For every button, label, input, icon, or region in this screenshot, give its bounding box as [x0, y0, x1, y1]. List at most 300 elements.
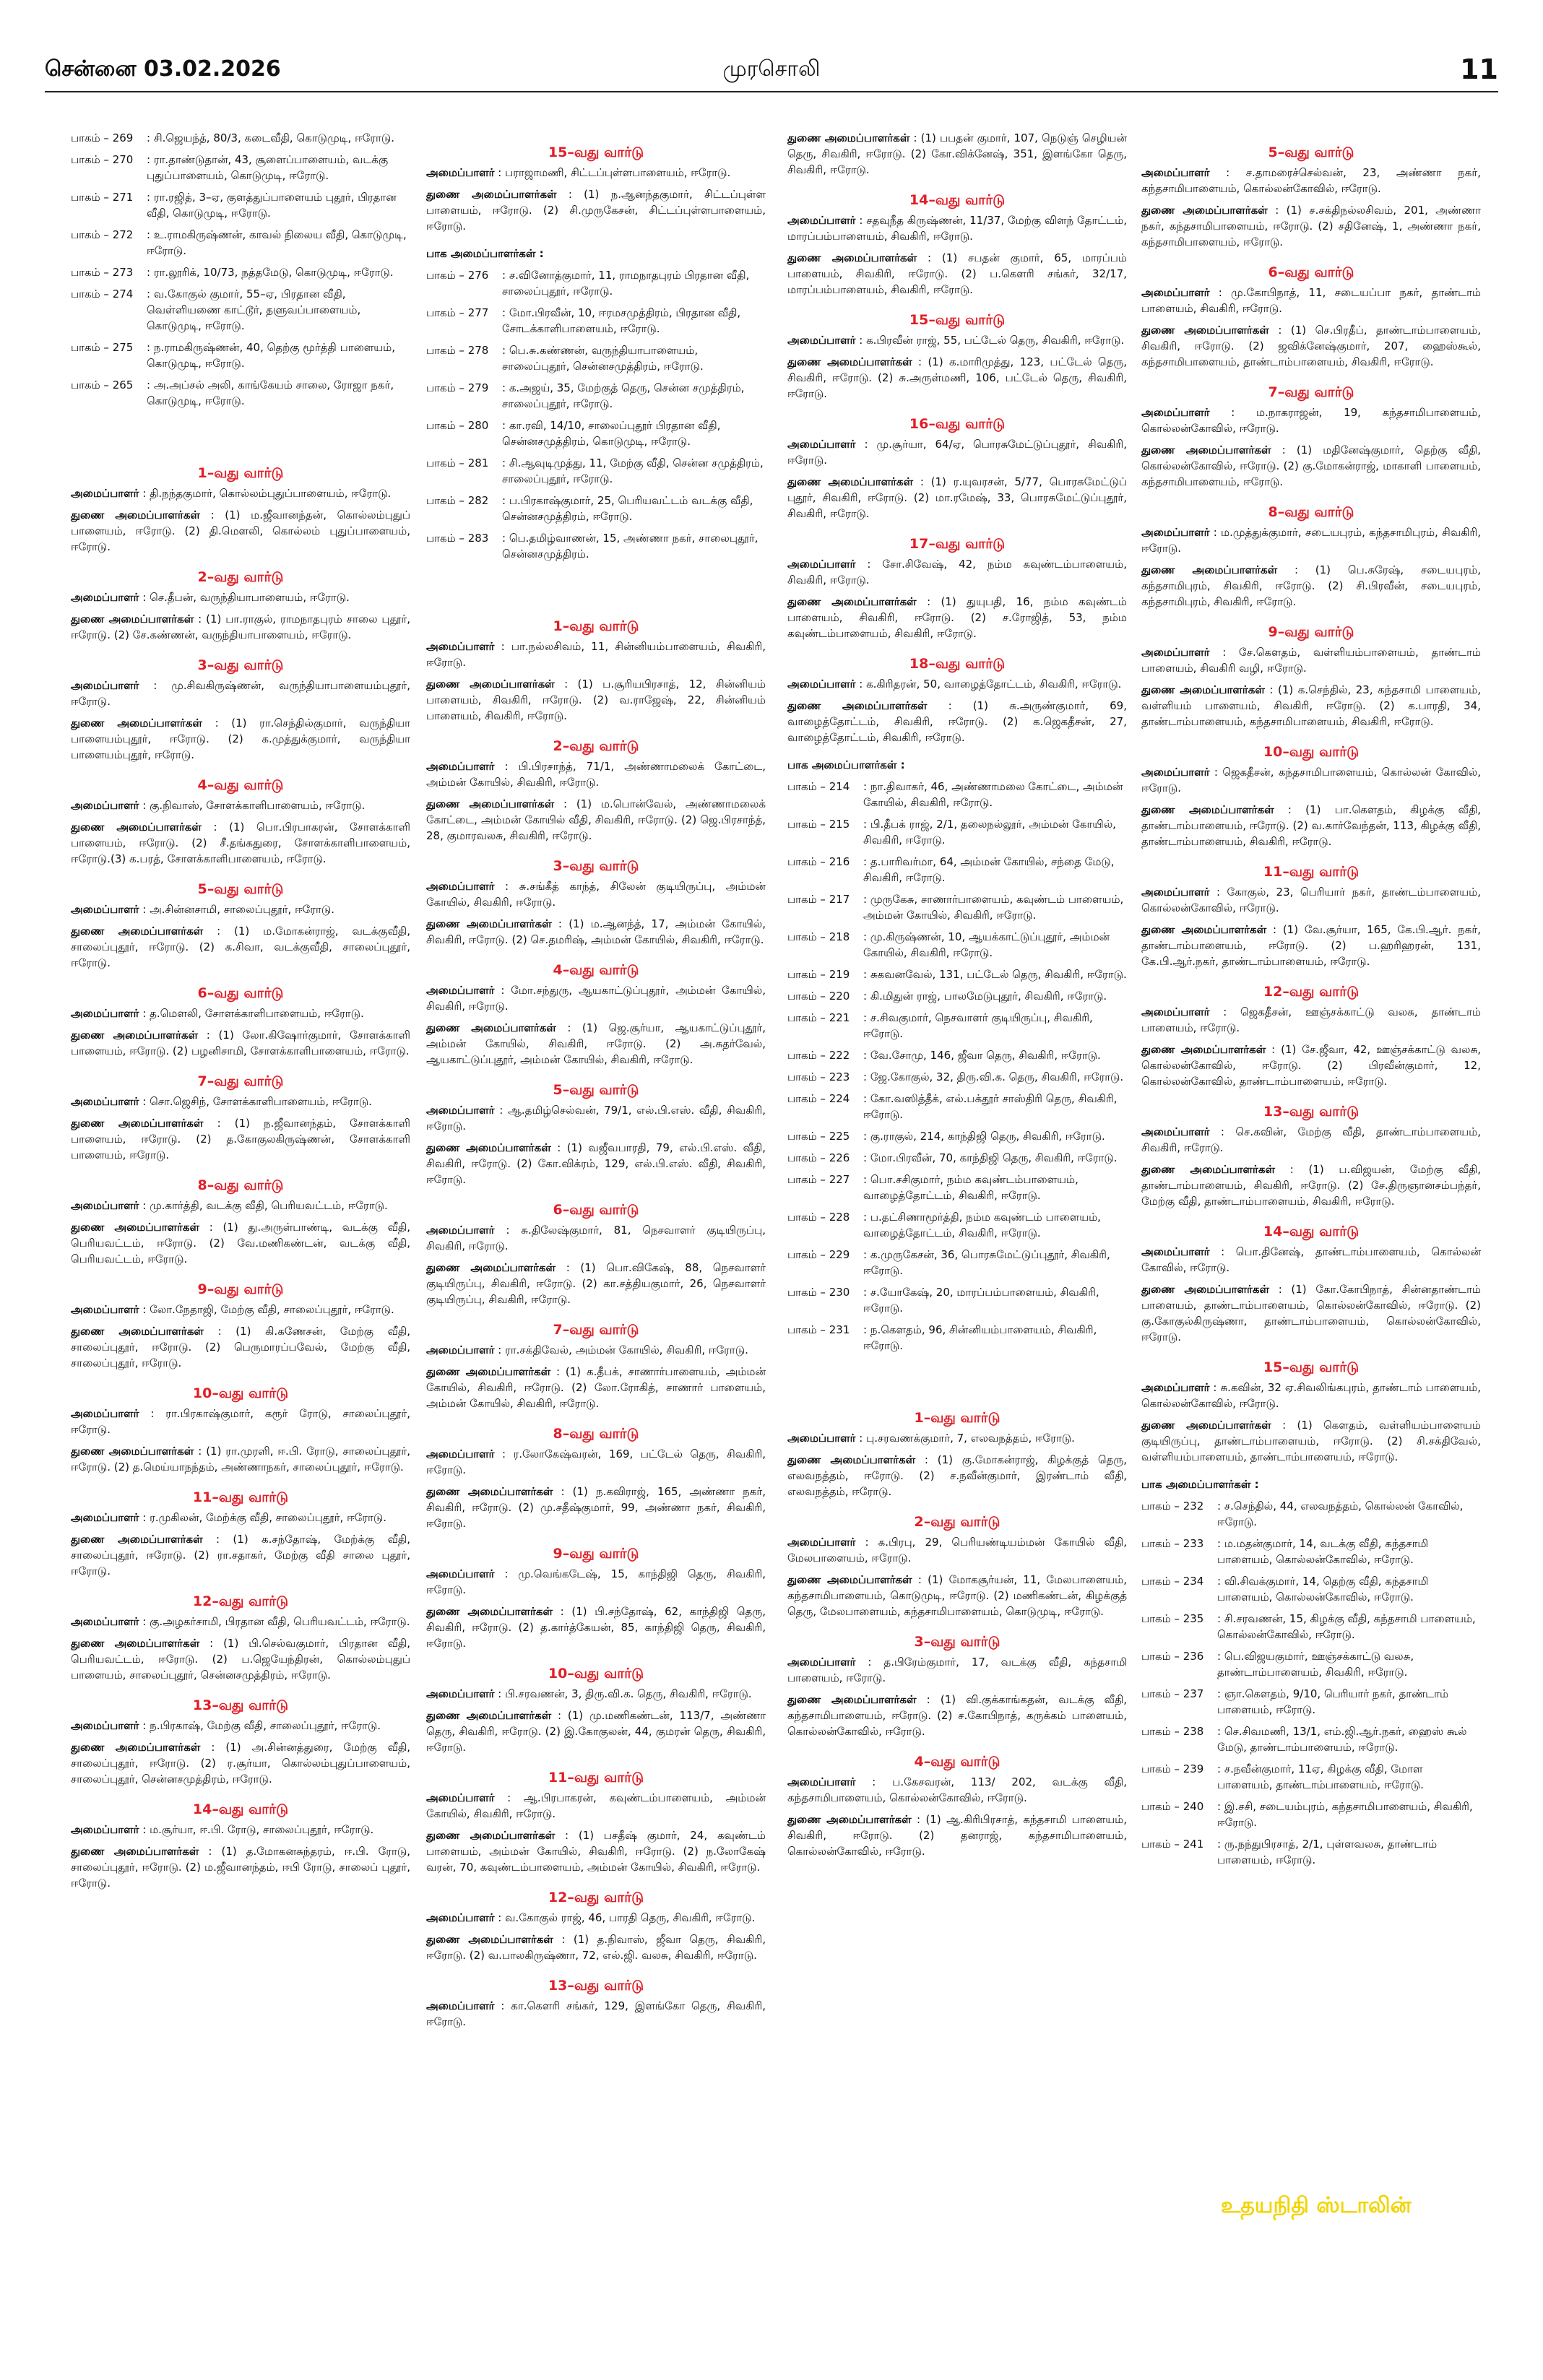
role-details: : (1) து.அருள்பாண்டி, வடக்கு வீதி, பெரியவட்டம், ஈரோடு. (2) வே.மணிகண்டன், வடக்கு வீதி, பெரியவட்டம், ஈரோடு. [71, 1221, 410, 1265]
role-details: : மு.கோபிநாத், 11, சடையப்பா நகர், தாண்டாம் பாளையம், சிவகிரி, ஈரோடு. [1141, 286, 1481, 315]
role-details: : த.மௌலி, சோளக்காளிபாளையம், ஈரோடு. [142, 1007, 364, 1020]
role-entry [71, 797, 410, 813]
role-details: : சோ.சிவேஷ், 42, நம்ம கவுண்டம்பாளையம், சிவகிரி, ஈரோடு. [787, 558, 1127, 587]
booth-number: பாகம் – 232 [1141, 1500, 1204, 1513]
role-details: : செ.தீபன், வருந்தியாபாளையம், ஈரோடு. [142, 591, 350, 604]
role-entry [1141, 884, 1481, 916]
booth-number: பாகம் – 229 [787, 1248, 850, 1261]
role-details: : (1) சபதன் குமார், 65, மாரப்பம் பாளையம், சிவகிரி, ஈரோடு. (2) ப.கௌரி சங்கர், 32/17, மாரப்பம்பாளையம், சிவகிரி, ஈரோடு. [787, 251, 1127, 296]
role-entry [71, 1635, 410, 1683]
booth-entry [71, 339, 410, 371]
role-details: : ம.முத்துக்குமார், சடையபுரம், கந்தசாமிபுரம், சிவகிரி, ஈரோடு. [1141, 526, 1481, 555]
booth-number: பாகம் – 230 [787, 1286, 850, 1299]
role-details: : சொ.ஜெசிந், சோளக்காளிபாளையம், ஈரோடு. [142, 1095, 372, 1108]
role-entry [1141, 922, 1481, 969]
role-details: : ர.லோகேஷ்வரன், 169, பட்டேல் தெரு, சிவகிரி, ஈரோடு. [426, 1448, 766, 1476]
role-label: அமைப்பாளர் [426, 1791, 495, 1804]
booth-number: பாகம் – 223 [787, 1070, 850, 1083]
role-label: துணை அமைப்பாளர்கள் [71, 717, 202, 730]
booth-organiser: : ப.தட்சிணாமூர்த்தி, நம்ம கவுண்டம் பாளையம், வாழைத்தோட்டம், சிவகிரி, ஈரோடு. [863, 1211, 1101, 1239]
role-entry [71, 901, 410, 917]
ward-heading: 12–வது வார்டு [192, 1593, 289, 1609]
role-details: : ரா.சக்திவேல், அம்மன் கோயில், சிவகிரி, ஈரோடு. [498, 1343, 748, 1356]
column-1 [71, 130, 410, 2333]
role-details: : ஆ.பிரபாகரன், கவுண்டம்பாளையம், அம்மன் கோயில், சிவகிரி, ஈரோடு. [426, 1791, 766, 1820]
role-entry [426, 676, 766, 724]
booth-number: பாகம் – 282 [426, 494, 489, 507]
booth-organiser: : செ.சிவமணி, 13/1, எம்.ஜி.ஆர்.நகர், ஹைஸ் கூல் மேடு, தாண்டாம்பாளையம், ஈரோடு. [1217, 1725, 1467, 1754]
role-entry [71, 923, 410, 971]
role-entry [426, 1790, 766, 1822]
role-entry [787, 354, 1127, 402]
ward-heading: 8–வது வார்டு [1268, 504, 1354, 520]
role-label: அமைப்பாளர் [787, 1536, 856, 1549]
booth-number: பாகம் – 278 [426, 344, 489, 357]
role-entry [426, 1931, 766, 1963]
role-entry [787, 1774, 1127, 1806]
role-label: துணை அமைப்பாளர்கள் [1141, 443, 1271, 456]
ward-heading: 9–வது வார்டு [553, 1546, 639, 1562]
role-label: துணை அமைப்பாளர்கள் [1141, 1043, 1266, 1056]
ward-heading: 13–வது வார்டு [548, 1978, 644, 1994]
role-details: : மு.சிவகிருஷ்ணன், வருந்தியாபாளையம்புதூர், ஈரோடு. [71, 679, 410, 708]
booth-entry [1141, 1836, 1481, 1868]
booth-organiser: : த.பாரிவர்மா, 64, அம்மன் கோயில், சந்தை மேடு, சிவகிரி, ஈரோடு. [863, 855, 1115, 884]
booth-organiser: : ந.ராமகிருஷ்ணன், 40, தெற்கு மூர்த்தி பாளையம், கொடுமுடி, ஈரோடு. [147, 341, 396, 370]
role-details: : (1) பசதீஷ் குமார், 24, கவுண்டம் பாளையம், அம்மன் கோயில், சிவகிரி, ஈரோடு. (2) ந.லோகேஷ் வரன், 70, கவுண்டம்பாளையம், அம்மன் கோயில், சிவகிரி, ஈரோடு. [426, 1829, 766, 1874]
role-entry [426, 1484, 766, 1531]
role-entry [71, 1406, 410, 1437]
booth-organiser: : ஜே.கோகுல், 32, திரு.வி.க. தெரு, சிவகிரி, ஈரோடு. [863, 1070, 1124, 1083]
booth-entry [787, 1209, 1127, 1241]
role-details: : (1) செ.பிரதீப், தாண்டாம்பாளையம், சிவகிரி, ஈரோடு. (2) ஜவிக்னேஷ்குமார், 207, ஹைஸ்கூல், கந்தசாமிபாளையம், தாண்டாம்பாளையம், சிவகிரி, ஈரோடு. [1141, 324, 1481, 368]
role-label: துணை அமைப்பாளர்கள் [1141, 683, 1265, 696]
role-details: : (1) கோ.கோபிநாத், சின்னதாண்டாம் பாளையம், தாண்டாம்பாளையம், கொல்லன்கோவில், ஈரோடு. (2) கு.கோகுல்கிருஷ்ணா, தாண்டாம்பாளையம், கொல்லன்கோவில், ஈரோடு. [1141, 1283, 1481, 1343]
role-label: அமைப்பாளர் [787, 214, 856, 227]
role-details: : (1) பி.செல்வகுமார், பிரதான வீதி, பெரியவட்டம், ஈரோடு. (2) ப.ஜெயேந்திரன், கொல்லம்புதுப் பாளையம், சாலைப்புதூர், சென்னசமுத்திரம், ஈரோடு. [71, 1637, 410, 1682]
booth-number: பாகம் – 220 [787, 990, 850, 1003]
role-entry [426, 1342, 766, 1358]
role-details: : பராஜாமணி, சிட்டப்புள்ளபாளையம், ஈரோடு. [498, 166, 731, 179]
role-label: அமைப்பாளர் [71, 1303, 139, 1316]
role-label: துணை அமைப்பாளர்கள் [426, 188, 557, 201]
role-details: : (1) மதினேஷ்குமார், தெற்கு வீதி, கொல்லன்கோவில், ஈரோடு. (2) கு.மோகன்ராஜ், மாகாளி பாளையம், கந்தசாமிபாளையம், ஈரோடு. [1141, 443, 1481, 488]
booth-entry [71, 227, 410, 259]
role-entry [787, 556, 1127, 588]
role-label: துணை அமைப்பாளர்கள் [71, 1741, 201, 1754]
role-details: : (1) பொ.விகேஷ், 88, நெசவாளர் குடியிருப்பு, சிவகிரி, ஈரோடு. (2) கா.சத்தியகுமார், 26, நெசவாளர் குடியிருப்பு, சிவகிரி, ஈரோடு. [426, 1261, 766, 1306]
ward-heading: 15–வது வார்டு [548, 144, 644, 160]
booth-number: பாகம் – 215 [787, 818, 850, 831]
role-entry [71, 1115, 410, 1163]
role-label: அமைப்பாளர் [71, 1007, 139, 1020]
ward-heading: 4–வது வார்டு [553, 962, 639, 978]
role-details: : (1) க.செந்தில், 23, கந்தசாமி பாளையம், வள்ளியம் பாளையம், சிவகிரி, ஈரோடு. (2) க.பாரதி, 34, தாண்டாம்பாளையம், கந்தசாமிபாளையம், சிவகிரி, ஈரோடு. [1141, 683, 1481, 728]
edition-date: சென்னை 03.02.2026 [45, 56, 281, 82]
role-label: அமைப்பாளர் [1141, 1381, 1210, 1394]
section-heading: பாக அமைப்பாளர்கள் : [1141, 1478, 1259, 1491]
role-entry [71, 1323, 410, 1371]
role-details: : ந.பிரகாஷ், மேற்கு வீதி, சாலைப்புதூர், ஈரோடு. [142, 1719, 381, 1732]
booth-organiser: : ச.சிவகுமார், நெசவாளர் குடியிருப்பு, சிவகிரி, ஈரோடு. [863, 1011, 1093, 1040]
role-details: : பி.சரவணன், 3, திரு.வி.க. தெரு, சிவகிரி, ஈரோடு. [498, 1687, 752, 1700]
booth-entry [71, 189, 410, 221]
spacer [787, 1359, 1127, 1395]
role-label: துணை அமைப்பாளர்கள் [1141, 324, 1269, 337]
role-label: அமைப்பாளர் [1141, 766, 1210, 779]
ward-heading: 14–வது வார்டு [1263, 1224, 1360, 1239]
ward-heading: 7–வது வார்டு [1268, 384, 1354, 400]
role-label: துணை அமைப்பாளர்கள் [426, 1141, 551, 1154]
ward-heading: 7–வது வார்டு [553, 1322, 639, 1338]
role-entry [787, 250, 1127, 298]
role-entry [71, 1219, 410, 1267]
signature: உதயநிதி ஸ்டாலின் [1221, 2193, 1412, 2218]
role-label: அமைப்பாளர் [71, 1719, 139, 1732]
booth-number: பாகம் – 236 [1141, 1650, 1204, 1663]
role-entry [1141, 202, 1481, 250]
ward-heading: 8–வது வார்டு [197, 1177, 284, 1193]
role-label: அமைப்பாளர் [787, 334, 856, 347]
role-entry [426, 878, 766, 910]
role-label: துணை அமைப்பாளர்கள் [1141, 803, 1274, 816]
role-details: : ப.கேசவரன், 113/ 202, வடக்கு வீதி, கந்தசாமிபாளையம், கொல்லன்கோவில், ஈரோடு. [787, 1775, 1127, 1804]
role-details: : மு.சூர்யா, 64/ஏ, பொரசுமேட்டுப்புதூர், சிவகிரி, ஈரோடு. [787, 438, 1127, 467]
booth-entry [71, 264, 410, 280]
role-details: : (1) ரா.செந்தில்குமார், வருந்தியா பாளையம்புதூர், ஈரோடு. (2) க.முத்துக்குமார், வருந்தியா பாளையம்புதூர், ஈரோடு. [71, 717, 410, 761]
booth-organiser: : கோ.வஸித்தீக், எல்.பக்தூர் சாஸ்திரி தெரு, சிவகிரி, ஈரோடு. [863, 1092, 1118, 1121]
role-label: துணை அமைப்பாளர்கள் [71, 1029, 199, 1042]
booth-number: பாகம் – 214 [787, 780, 850, 793]
section-heading: பாக அமைப்பாளர்கள் : [426, 247, 544, 260]
booth-entry [426, 305, 766, 337]
role-label: துணை அமைப்பாளர்கள் [787, 251, 917, 264]
role-label: துணை அமைப்பாளர்கள் [71, 821, 202, 834]
role-details: : ர.முகிலன், மேற்க்கு வீதி, சாலைப்புதூர், ஈரோடு. [142, 1511, 387, 1524]
booth-entry [1141, 1611, 1481, 1643]
role-details: : (1) த.மோகனசுந்தரம், ஈ.பி. ரோடு, சாலைப்புதூர், ஈரோடு. (2) ம.ஜீவானந்தம், ஈபி ரோடு, சாலைப் புதூர், ஈரோடு. [71, 1845, 410, 1890]
role-details: : பி.பிரசாந்த், 71/1, அண்ணாமலைக் கோட்டை, அம்மன் கோயில், சிவகிரி, ஈரோடு. [426, 760, 766, 789]
role-label: அமைப்பாளர் [71, 903, 139, 916]
ward-heading: 14–வது வார்டு [909, 192, 1006, 208]
role-label: துணை அமைப்பாளர்கள் [787, 131, 910, 144]
booth-organiser: : ச.செந்தில், 44, எலவநத்தம், கொல்லன் கோவில், ஈரோடு. [1217, 1500, 1464, 1528]
role-label: துணை அமைப்பாளர்கள் [71, 1117, 204, 1130]
role-details: : (1) அ.சின்னத்துரை, மேற்கு வீதி, சாலைப்புதூர், ஈரோடு. (2) ர.சூர்யா, கொல்லம்புதுப்பாளையம், சாலைப்புதூர், சென்னசமுத்திரம், ஈரோடு. [71, 1741, 410, 1786]
role-entry [71, 1843, 410, 1891]
role-label: துணை அமைப்பாளர்கள் [71, 509, 200, 522]
booth-organiser: : இ.சசி, சடையம்புரம், கந்தசாமிபாளையம், சிவகிரி, ஈரோடு. [1217, 1800, 1473, 1829]
booth-organiser: : க.அஜய், 35, மேற்குத் தெரு, சென்ன சமுத்திரம், சாலைப்புதூர், ஈரோடு. [502, 381, 745, 410]
role-entry [1141, 1244, 1481, 1276]
role-entry [426, 1910, 766, 1926]
role-label: அமைப்பாளர் [71, 679, 139, 692]
role-label: அமைப்பாளர் [426, 1224, 495, 1237]
booth-entry [426, 380, 766, 412]
ward-heading: 3–வது வார்டு [914, 1634, 1000, 1650]
role-entry [426, 1998, 766, 2030]
booth-number: பாகம் – 227 [787, 1173, 850, 1186]
ward-heading: 13–வது வார்டு [192, 1697, 289, 1713]
booth-number: பாகம் – 228 [787, 1211, 850, 1224]
role-details: : (1) பபதன் குமார், 107, நெடுஞ் செழியன் தெரு, சிவகிரி, ஈரோடு. (2) கோ.விக்னேஷ், 351, இளங்கோ தெரு, சிவகிரி, ஈரோடு. [787, 131, 1127, 176]
booth-organiser: : ச.நவீன்குமார், 11ஏ, கிழக்கு வீதி, மோள பாளையம், தாண்டாம்பாளையம், ஈரோடு. [1217, 1762, 1424, 1791]
role-label: துணை அமைப்பாளர்கள் [426, 797, 555, 810]
ward-heading: 9–வது வார்டு [1268, 624, 1354, 640]
role-entry [71, 678, 410, 709]
booth-entry [787, 854, 1127, 886]
booth-entry [787, 1069, 1127, 1085]
booth-entry [787, 1091, 1127, 1122]
role-details: : (1) ச.சக்திநல்லசிவம், 201, அண்ணா நகர், கந்தசாமிபாளையம், ஈரோடு. (2) சதினேஷ், 1, அண்ணா நகர், கந்தசாமிபாளையம், ஈரோடு. [1141, 204, 1481, 248]
role-label: அமைப்பாளர் [787, 1656, 856, 1669]
role-details: : (1) த.நிவாஸ், ஜீவா தெரு, சிவகிரி, ஈரோடு. (2) வ.பாலகிருஷ்ணா, 72, எல்.ஜி. வலசு, சிவகிரி, ஈரோடு. [426, 1933, 766, 1962]
role-entry [71, 485, 410, 501]
role-details: : (1) சு.அருண்குமார், 69, வாழைத்தோட்டம், சிவகிரி, ஈரோடு. (2) க.ஜெகதீசன், 27, வாழைத்தோட்டம், சிவகிரி, ஈரோடு. [787, 699, 1127, 744]
booth-number: பாகம் – 225 [787, 1130, 850, 1143]
role-details: : (1) பா.கௌதம், கிழக்கு வீதி, தாண்டாம்பாளையம், ஈரோடு. (2) வ.கார்வேந்தன், 113, கிழக்கு வீதி, தாண்டாம்பாளையம், சிவகிரி, ஈரோடு. [1141, 803, 1481, 848]
masthead [45, 53, 1498, 100]
role-label: துணை அமைப்பாளர்கள் [1141, 1163, 1276, 1176]
ward-heading: 18–வது வார்டு [909, 656, 1006, 672]
ward-heading: 7–வது வார்டு [197, 1073, 284, 1089]
role-entry [71, 1302, 410, 1317]
role-label: அமைப்பாளர் [71, 1615, 139, 1628]
role-entry [787, 1654, 1127, 1686]
booth-organiser: : ப.பிரகாஷ்குமார், 25, பெரியவட்டம் வடக்கு வீதி, சென்னசமுத்திரம், ஈரோடு. [502, 494, 753, 523]
booth-organiser: : சுகவனவேல், 131, பட்டேல் தெரு, சிவகிரி, ஈரோடு. [863, 968, 1127, 981]
booth-number: பாகம் – 283 [426, 532, 489, 545]
role-entry [426, 982, 766, 1014]
booth-organiser: : கு.ராகுல், 214, காந்திஜி தெரு, சிவகிரி, ஈரோடு. [863, 1130, 1105, 1143]
role-label: துணை அமைப்பாளர்கள் [71, 1845, 199, 1858]
role-entry [71, 1822, 410, 1838]
section-heading: பாக அமைப்பாளர்கள் : [787, 758, 905, 771]
column-2 [426, 130, 766, 2333]
role-details: : ம.சூர்யா, ஈ.பி. ரோடு, சாலைப்புதூர், ஈரோடு. [142, 1823, 374, 1836]
role-entry [426, 1260, 766, 1307]
role-label: அமைப்பாளர் [71, 1511, 139, 1524]
booth-number: பாகம் – 239 [1141, 1762, 1204, 1775]
role-details: : ம.நாகராஜன், 19, கந்தசாமிபாளையம், கொல்லன்கோவில், ஈரோடு. [1141, 406, 1481, 435]
booth-organiser: : பி.தீபக் ராஜ், 2/1, தலைநல்லூர், அம்மன் கோயில், சிவகிரி, ஈரோடு. [863, 818, 1116, 847]
booth-organiser: : ரா.லூரிக், 10/73, நத்தமேடு, கொடுமுடி, ஈரோடு. [147, 266, 394, 279]
ward-heading: 8–வது வார்டு [553, 1426, 639, 1442]
role-label: அமைப்பாளர் [1141, 646, 1210, 659]
role-details: : ஜெகதீசன், கந்தசாமிபாளையம், கொல்லன் கோவில், ஈரோடு. [1141, 766, 1481, 795]
role-label: அமைப்பாளர் [787, 558, 856, 571]
role-entry [71, 611, 410, 643]
role-label: துணை அமைப்பாளர்கள் [426, 1605, 553, 1618]
ward-heading: 16–வது வார்டு [909, 416, 1006, 432]
role-details: : க.கிரிதரன், 50, வாழைத்தோட்டம், சிவகிரி, ஈரோடு. [859, 678, 1122, 691]
role-details: : சதவுநீத கிருஷ்ணன், 11/37, மேற்கு விளந் தோட்டம், மாரப்பம்பாளையம், சிவகிரி, ஈரோடு. [787, 214, 1127, 243]
role-entry [426, 639, 766, 670]
ward-heading: 10–வது வார்டு [192, 1385, 289, 1401]
role-label: துணை அமைப்பாளர்கள் [71, 613, 194, 626]
role-entry [787, 698, 1127, 745]
role-details: : (1) ம.பொன்வேல், அண்ணாமலைக் கோட்டை, அம்மன் கோயில் வீதி, சிவகிரி, ஈரோடு. (2) ஜெ.பிரசாந்த், 28, குமாரவலசு, சிவகிரி, ஈரோடு. [426, 797, 766, 842]
role-label: துணை அமைப்பாளர்கள் [426, 1485, 553, 1498]
role-label: அமைப்பாளர் [426, 166, 495, 179]
booth-organiser: : சி.ஜெயந்த், 80/3, கடைவீதி, கொடுமுடி, ஈரோடு. [147, 131, 395, 144]
role-label: அமைப்பாளர் [426, 1448, 495, 1461]
booth-number: பாகம் – 231 [787, 1323, 850, 1336]
booth-entry [787, 1322, 1127, 1354]
role-entry [426, 1020, 766, 1068]
role-details: : சு.கவின், 32 ஏ.சிவலிங்கபுரம், தாண்டாம் பாளையம், கொல்லன்கோவில், ஈரோடு. [1141, 1381, 1481, 1410]
role-label: அமைப்பாளர் [426, 1911, 495, 1924]
role-entry [787, 594, 1127, 641]
role-entry [426, 1222, 766, 1254]
role-entry [1141, 1281, 1481, 1345]
role-label: துணை அமைப்பாளர்கள் [426, 917, 552, 930]
booth-entry [1141, 1498, 1481, 1530]
role-label: துணை அமைப்பாளர்கள் [71, 1325, 204, 1338]
booth-number: பாகம் – 273 [71, 266, 134, 279]
role-entry [1141, 644, 1481, 676]
role-entry [787, 332, 1127, 348]
booth-entry [787, 1047, 1127, 1063]
role-entry [71, 1718, 410, 1734]
ward-heading: 3–வது வார்டு [553, 858, 639, 874]
booth-entry [1141, 1573, 1481, 1605]
role-label: துணை அமைப்பாளர்கள் [787, 1813, 912, 1826]
role-label: துணை அமைப்பாளர்கள் [1141, 1283, 1270, 1296]
role-entry [426, 1566, 766, 1598]
booth-organiser: : நா.திவாகர், 46, அண்ணாமலை கோட்டை, அம்மன் கோயில், சிவகிரி, ஈரோடு. [863, 780, 1123, 809]
role-label: துணை அமைப்பாளர்கள் [71, 1637, 200, 1650]
booth-entry [1141, 1536, 1481, 1567]
ward-heading: 13–வது வார்டு [1263, 1104, 1360, 1120]
role-details: : (1) லோ.கிஷோர்குமார், சோளக்காளி பாளையம், ஈரோடு. (2) பழனிசாமி, சோளக்காளிபாளையம், ஈரோடு. [71, 1029, 410, 1057]
role-entry [71, 1614, 410, 1630]
role-entry [426, 1102, 766, 1134]
role-entry [787, 474, 1127, 522]
role-details: : (1) பி.சந்தோஷ், 62, காந்திஜி தெரு, சிவகிரி, ஈரோடு. (2) த.கார்த்கேயன், 85, காந்திஜி தெரு, சிவகிரி, ஈரோடு. [426, 1605, 766, 1650]
booth-entry [426, 455, 766, 487]
role-details: : கு.அழகர்சாமி, பிரதான வீதி, பெரியவட்டம், ஈரோடு. [142, 1615, 410, 1628]
ward-heading: 4–வது வார்டு [197, 777, 284, 793]
booth-entry [787, 988, 1127, 1004]
role-entry [426, 1708, 766, 1755]
role-details: : பு.சரவணக்குமார், 7, எலவநத்தம், ஈரோடு. [859, 1432, 1075, 1445]
role-label: துணை அமைப்பாளர்கள் [426, 1933, 553, 1946]
booth-number: பாகம் – 276 [426, 269, 489, 282]
role-details: : (1) பெ.சுரேஷ், சடையபுரம், கந்தசாமிபுரம், சிவகிரி, ஈரோடு. (2) சி.பிரவீன், சடையபுரம், கந்தசாமிபுரம், சிவகிரி, ஈரோடு. [1141, 563, 1481, 608]
booth-number: பாகம் – 271 [71, 191, 134, 204]
role-details: : (1) பா.ராகுல், ராமநாதபுரம் சாலை புதூர், ஈரோடு. (2) சே.கண்ணன், வருந்தியாபாளையம், ஈரோடு. [71, 613, 410, 641]
booth-organiser: : அ.அப்சல் அலி, காங்கேயம் சாலை, ரோஜா நகர், கொடுமுடி, ஈரோடு. [147, 378, 394, 407]
role-details: : ஜெகதீசன், ஊஞ்சக்காட்டு வலசு, தாண்டாம் பாளையம், ஈரோடு. [1141, 1005, 1481, 1034]
booth-organiser: : வி.சிவக்குமார், 14, தெற்கு வீதி, கந்தசாமி பாளையம், கொல்லன்கோவில், ஈரோடு. [1217, 1575, 1429, 1604]
booth-entry [426, 417, 766, 449]
role-label: துணை அமைப்பாளர்கள் [787, 475, 914, 488]
ward-heading: 6–வது வார்டு [197, 985, 284, 1001]
role-details: : (1) பொ.பிரபாகரன், சோளக்காளி பாளையம், ஈரோடு. (2) சீ.தங்கதுரை, சோளக்காளிபாளையம், ஈரோடு.(3) க.பரத், சோளக்காளிபாளையம், ஈரோடு. [71, 821, 410, 865]
role-label: அமைப்பாளர் [1141, 406, 1210, 419]
role-label: அமைப்பாளர் [426, 1567, 495, 1580]
booth-entry [787, 1010, 1127, 1042]
role-entry [71, 1027, 410, 1059]
booth-number: பாகம் – 281 [426, 456, 489, 469]
booth-number: பாகம் – 216 [787, 855, 850, 868]
booth-number: பாகம் – 217 [787, 893, 850, 906]
role-entry [426, 165, 766, 181]
booth-organiser: : முருகேசு, சாணார்பாளையம், கவுண்டம் பாளையம், அம்மன் கோயில், சிவகிரி, ஈரோடு. [863, 893, 1124, 922]
role-details: : (1) வஜீவபாரதி, 79, எல்.பி.எஸ். வீதி, சிவகிரி, ஈரோடு. (2) கோ.விக்ரம், 129, எல்.பி.எஸ். வீதி, சிவகிரி, ஈரோடு. [426, 1141, 766, 1186]
booth-number: பாகம் – 270 [71, 153, 134, 166]
booth-organiser: : ச.யோகேஷ், 20, மாரப்பம்பாளையம், சிவகிரி, ஈரோடு. [863, 1286, 1099, 1315]
role-label: துணை அமைப்பாளர்கள் [71, 1445, 194, 1458]
ward-heading: 17–வது வார்டு [909, 536, 1006, 552]
role-details: : (1) மு.மணிகண்டன், 113/7, அண்ணா தெரு, சிவகிரி, ஈரோடு. (2) இ.கோகுலன், 44, குமரன் தெரு, சிவகிரி, ஈரோடு. [426, 1709, 766, 1754]
booth-organiser: : ரா.ரஜித், 3–ஏ, குளத்துப்பாளையம் புதூர், பிரதான வீதி, கொடுமுடி, ஈரோடு. [147, 191, 397, 220]
role-details: : த.பிரேம்குமார், 17, வடக்கு வீதி, கந்தசாமி பாளையம், ஈரோடு. [787, 1656, 1127, 1684]
booth-organiser: : பெ.சு.கண்ணன், வருந்தியாபாளையம், சாலைப்புதூர், சென்னசமுத்திரம், ஈரோடு. [502, 344, 704, 373]
booth-organiser: : மோ.பிரவீன், 10, ஈரமசமுத்திரம், பிரதான வீதி, சோடக்காளிபாளையம், ஈரோடு. [502, 306, 741, 335]
ward-heading: 4–வது வார்டு [914, 1754, 1000, 1770]
role-entry [426, 758, 766, 790]
role-entry [1141, 524, 1481, 556]
column-4 [1141, 130, 1481, 2333]
role-entry [787, 676, 1127, 692]
ward-heading: 5–வது வார்டு [1268, 144, 1354, 160]
ward-heading: 2–வது வார்டு [553, 738, 639, 754]
role-entry [1141, 562, 1481, 610]
ward-heading: 1–வது வார்டு [197, 465, 284, 481]
role-entry [1141, 404, 1481, 436]
role-details: : (1) ம.ஜீவானந்தன், கொல்லம்புதுப் பாளையம், ஈரோடு. (2) தி.மௌலி, கொல்லம் புதுப்பாளையம், ஈரோடு. [71, 509, 410, 553]
role-label: அமைப்பாளர் [71, 1095, 139, 1108]
role-label: துணை அமைப்பாளர்கள் [787, 1573, 912, 1586]
booth-entry [71, 377, 410, 409]
role-entry [1141, 442, 1481, 490]
booth-number: பாகம் – 221 [787, 1011, 850, 1024]
role-details: : மு.வெங்கடேஷ், 15, காந்திஜி தெரு, சிவகிரி, ஈரோடு. [426, 1567, 766, 1596]
role-details: : (1) க.சந்தோஷ், மேற்க்கு வீதி, சாலைப்புதூர், ஈரோடு. (2) ரா.சதாகர், மேற்கு வீதி சாலை புதூர், ஈரோடு. [71, 1533, 410, 1578]
booth-entry [787, 966, 1127, 982]
booth-number: பாகம் – 222 [787, 1049, 850, 1062]
role-label: அமைப்பாளர் [787, 1432, 856, 1445]
booth-entry [426, 342, 766, 374]
role-entry [71, 1198, 410, 1213]
role-details: : (1) ஜெ.சூர்யா, ஆயகாட்டுப்புதூர், அம்மன் கோயில், சிவகிரி, ஈரோடு. (2) அ.சுதர்வேல், ஆயகாட்டுப்புதூர், அம்மன் கோயில், சிவகிரி, ஈரோடு. [426, 1021, 766, 1066]
role-entry [71, 715, 410, 763]
role-label: அமைப்பாளர் [1141, 1005, 1210, 1018]
role-label: அமைப்பாளர் [426, 760, 495, 773]
column-3 [787, 130, 1127, 2333]
role-entry [426, 916, 766, 948]
role-details: : ரா.பிரகாஷ்குமார், கரூர் ரோடு, சாலைப்புதூர், ஈரோடு. [71, 1407, 410, 1436]
role-label: அமைப்பாளர் [787, 678, 856, 691]
role-details: : ஆ.தமிழ்செல்வன், 79/1, எல்.பி.எஸ். வீதி, சிவகிரி, ஈரோடு. [426, 1104, 766, 1133]
role-label: அமைப்பாளர் [426, 1687, 495, 1700]
role-entry [71, 1443, 410, 1475]
role-details: : சு.திலேஷ்குமார், 81, நெசவாளர் குடியிருப்பு, சிவகிரி, ஈரோடு. [426, 1224, 766, 1252]
role-entry [1141, 1417, 1481, 1465]
header-rule [45, 91, 1498, 92]
booth-organiser: : பெ.தமிழ்வாணன், 15, அண்ணா நகர், சாலைபுதூர், சென்னசமுத்திரம். [502, 532, 758, 561]
booth-organiser: : ரு.நந்துபிரசாத், 2/1, புள்ளவலசு, தாண்டாம் பாளையம், ஈரோடு. [1217, 1838, 1438, 1866]
role-entry [787, 436, 1127, 468]
role-label: அமைப்பாளர் [426, 1104, 495, 1117]
role-label: அமைப்பாளர் [71, 487, 139, 500]
booth-number: பாகம் – 218 [787, 930, 850, 943]
role-entry [71, 1739, 410, 1787]
role-label: அமைப்பாளர் [787, 1775, 856, 1788]
ward-heading: 10–வது வார்டு [1263, 744, 1360, 760]
